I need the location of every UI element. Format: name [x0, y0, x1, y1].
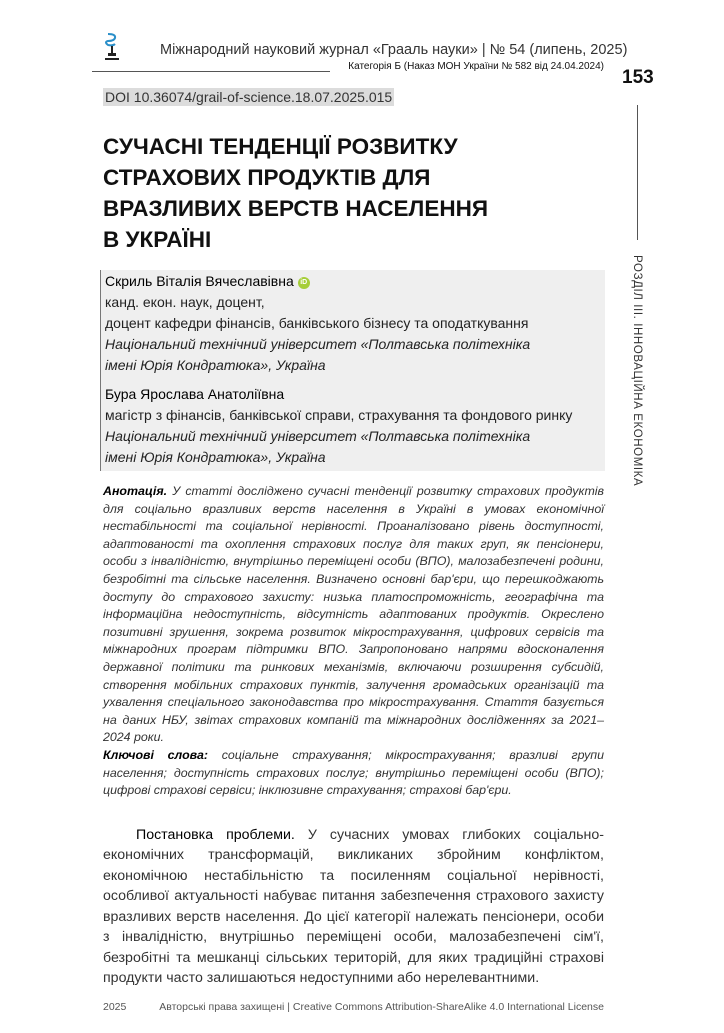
- orcid-icon[interactable]: iD: [298, 277, 310, 289]
- author-affiliation: Національний технічний університет «Полтавська політехніка: [105, 428, 531, 444]
- author-affiliation: імені Юрія Кондратюка», Україна: [105, 357, 326, 373]
- journal-title: Міжнародний науковий журнал «Грааль науки» | № 54 (липень, 2025): [160, 42, 628, 58]
- author: [101, 270, 605, 376]
- abstract-text: У статті досліджено сучасні тенденції розвитку страхових продуктів для соціально вразливих верств населення в Україні в умовах економічної нестабільності та соціальної нерівності. Проаналізовано рівень доступності, адаптованості та охоплення страхових послуг для таких груп, як пенсіонери, особи з інвалідністю, внутрішньо переміщені особи (ВПО), малозабезпечені родини, безробітні та сільське населення. Визначено основні бар'єри, що перешкоджають доступу до страхового захисту: низька платоспроможність, географічна та інформаційна недоступність, відсутність адаптованих продуктів. Окреслено позитивні зрушення, зокрема розвиток мікрострахування, цифрових сервісів та міжнародних програм підтримки ВПО. Запропоновано напрями вдосконалення державної політики та ринкових механізмів, включаючи розширення субсидій, створення мобільних страхових пунктів, залучення громадських організацій та ухвалення спеціального законодавства про мікрострахування. Стаття базується на даних НБУ, звітах страхових компаній та міжнародних дослідженнях за 2021–2024 роки.: [103, 484, 604, 745]
- section-divider: [637, 105, 638, 240]
- footer-license: Авторські права захищені | Creative Commons Attribution-ShareAlike 4.0 International License: [159, 1000, 604, 1013]
- abstract-label: Анотація.: [103, 484, 168, 498]
- title-line: СУЧАСНІ ТЕНДЕНЦІЇ РОЗВИТКУ: [103, 134, 458, 159]
- author-position: доцент кафедри фінансів, банківського бізнесу та оподаткування: [105, 315, 529, 331]
- author-name: Скриль Віталія Вячеславівна: [105, 273, 294, 289]
- journal-category: Категорія Б (Наказ МОН України № 582 від 24.04.2024): [348, 61, 604, 72]
- section-heading: Постановка проблеми.: [136, 826, 295, 843]
- title-line: В УКРАЇНІ: [103, 227, 212, 252]
- journal-logo-icon: [103, 32, 121, 62]
- author-affiliation: імені Юрія Кондратюка», Україна: [105, 449, 326, 465]
- footer-year: 2025: [103, 1000, 127, 1013]
- authors-block: [100, 270, 605, 471]
- body-paragraph: [103, 825, 604, 989]
- author-name: Бура Ярослава Анатоліївна: [105, 386, 285, 402]
- header-divider: [92, 71, 330, 72]
- keywords-label: Ключові слова:: [103, 747, 209, 762]
- author: [101, 384, 605, 468]
- article-column: [103, 131, 604, 1033]
- author-degree: канд. екон. наук, доцент,: [105, 294, 265, 310]
- doi[interactable]: DOI 10.36074/grail-of-science.18.07.2025.015: [105, 89, 393, 105]
- abstract: [103, 483, 604, 800]
- keywords-text: соціальне страхування; мікрострахування; вразливі групи населення; доступність страхових послуг; внутрішньо переміщені особи (ВПО); цифрові страхові сервіси; інклюзивне страхування; страхові бар'єри.: [103, 747, 604, 798]
- author-affiliation: Національний технічний університет «Полтавська політехніка: [105, 336, 531, 352]
- section-label: РОЗДІЛ ІІІ. ІННОВАЦІЙНА ЕКОНОМІКА: [631, 255, 643, 487]
- paragraph-text: У сучасних умовах глибоких соціально-економічних трансформацій, викликаних збройним конфліктом, економічною нестабільністю та посиленням соціальної нерівності, особливої актуальності набуває питання забезпечення страхового захисту вразливих верств населення. До цієї категорії належать пенсіонери, особи з інвалідністю, внутрішньо переміщені особи, малозабезпечені сім'ї, безробітні та мешканці сільських територій, для яких традиційні страхові продукти часто залишаються недоступними або нерелевантними.: [103, 826, 604, 987]
- title-line: СТРАХОВИХ ПРОДУКТІВ ДЛЯ: [103, 165, 431, 190]
- footer: [103, 1001, 604, 1033]
- author-position: магістр з фінансів, банківської справи, страхування та фондового ринку: [105, 407, 573, 423]
- title-line: ВРАЗЛИВИХ ВЕРСТВ НАСЕЛЕННЯ: [103, 196, 488, 221]
- page-number: 153: [622, 67, 654, 88]
- article-title: [103, 131, 604, 255]
